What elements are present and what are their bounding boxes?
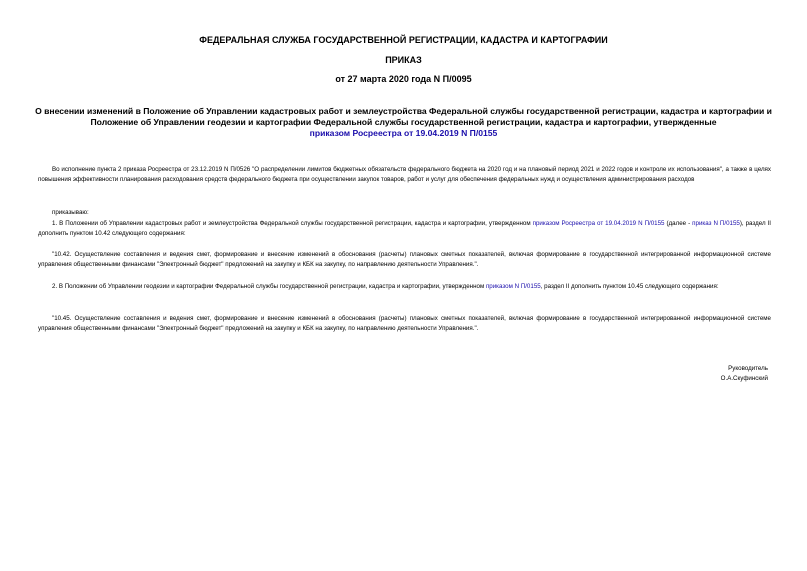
order-word: приказываю:	[52, 209, 89, 216]
item-2-text-before: 2. В Положении об Управлении геодезии и картографии Федеральной службы государственной регистрации, кадастра и картографии, утвержденном	[52, 283, 486, 290]
item-1-short-order-link[interactable]: приказ N П/0155	[692, 220, 740, 227]
item-2-paragraph	[38, 282, 771, 292]
item-2-text-after: , раздел II дополнить пунктом 10.45 следующего содержания:	[540, 283, 719, 290]
document-subject	[32, 106, 775, 139]
signature-role: Руководитель	[728, 365, 768, 372]
document-type: ПРИКАЗ	[385, 55, 422, 65]
document-date-number: от 27 марта 2020 года N П/0095	[335, 74, 472, 84]
subject-order-link[interactable]: приказом Росреестра от 19.04.2019 N П/0155	[309, 128, 498, 138]
item-1-text-middle: (далее -	[664, 220, 693, 227]
quote-10-45: "10.45. Осуществление составления и ведения смет, формирование и внесение изменений в обоснования (расчеты) плановых сметных показателей, включая формирование в государственной интегрированной информационной системе управления общественными финансами "Электронный бюджет" предложений на закупку и КБК на закупку, по направлению деятельности Управления.".	[38, 315, 771, 332]
item-1-paragraph	[38, 219, 771, 239]
item-1-text-after: ), раздел II дополнить пунктом 10.42 следующего содержания:	[38, 220, 772, 237]
subject-text: О внесении изменений в Положение об Управлении кадастровых работ и землеустройства Федеральной службы государственной регистрации, кадастра и картографии и Положение об Управлении геодезии и картографии Федеральной службы государственной регистрации, кадастра и картографии, утвержденные	[35, 106, 772, 127]
intro-paragraph: Во исполнение пункта 2 приказа Росреестра от 23.12.2019 N П/0526 "О распределении лимитов бюджетных обязательств федерального бюджета на 2020 год и на плановый период 2021 и 2022 годов и контроле их использования", а также в целях повышения эффективности планирования расходования средств федерального бюджета при осуществлении закупок товаров, работ и услуг для обеспечения федеральных нужд и осуществления администрирования расходов	[38, 166, 771, 183]
agency-name: ФЕДЕРАЛЬНАЯ СЛУЖБА ГОСУДАРСТВЕННОЙ РЕГИСТРАЦИИ, КАДАСТРА И КАРТОГРАФИИ	[199, 35, 608, 45]
signature-name: О.А.Скуфинский	[720, 375, 768, 382]
item-1-order-link[interactable]: приказом Росреестра от 19.04.2019 N П/0155	[532, 220, 665, 227]
quote-10-42: "10.42. Осуществление составления и ведения смет, формирование и внесение изменений в обоснования (расчеты) плановых сметных показателей, включая формирование в государственной интегрированной информационной системе управления общественными финансами "Электронный бюджет" предложений на закупку и КБК на закупку, по направлению деятельности Управления.".	[38, 251, 771, 268]
item-2-order-link[interactable]: приказом N П/0155	[485, 283, 541, 290]
item-1-text-before: 1. В Положении об Управлении кадастровых работ и землеустройства Федеральной службы государственной регистрации, кадастра и картографии, утвержденном	[52, 220, 533, 227]
